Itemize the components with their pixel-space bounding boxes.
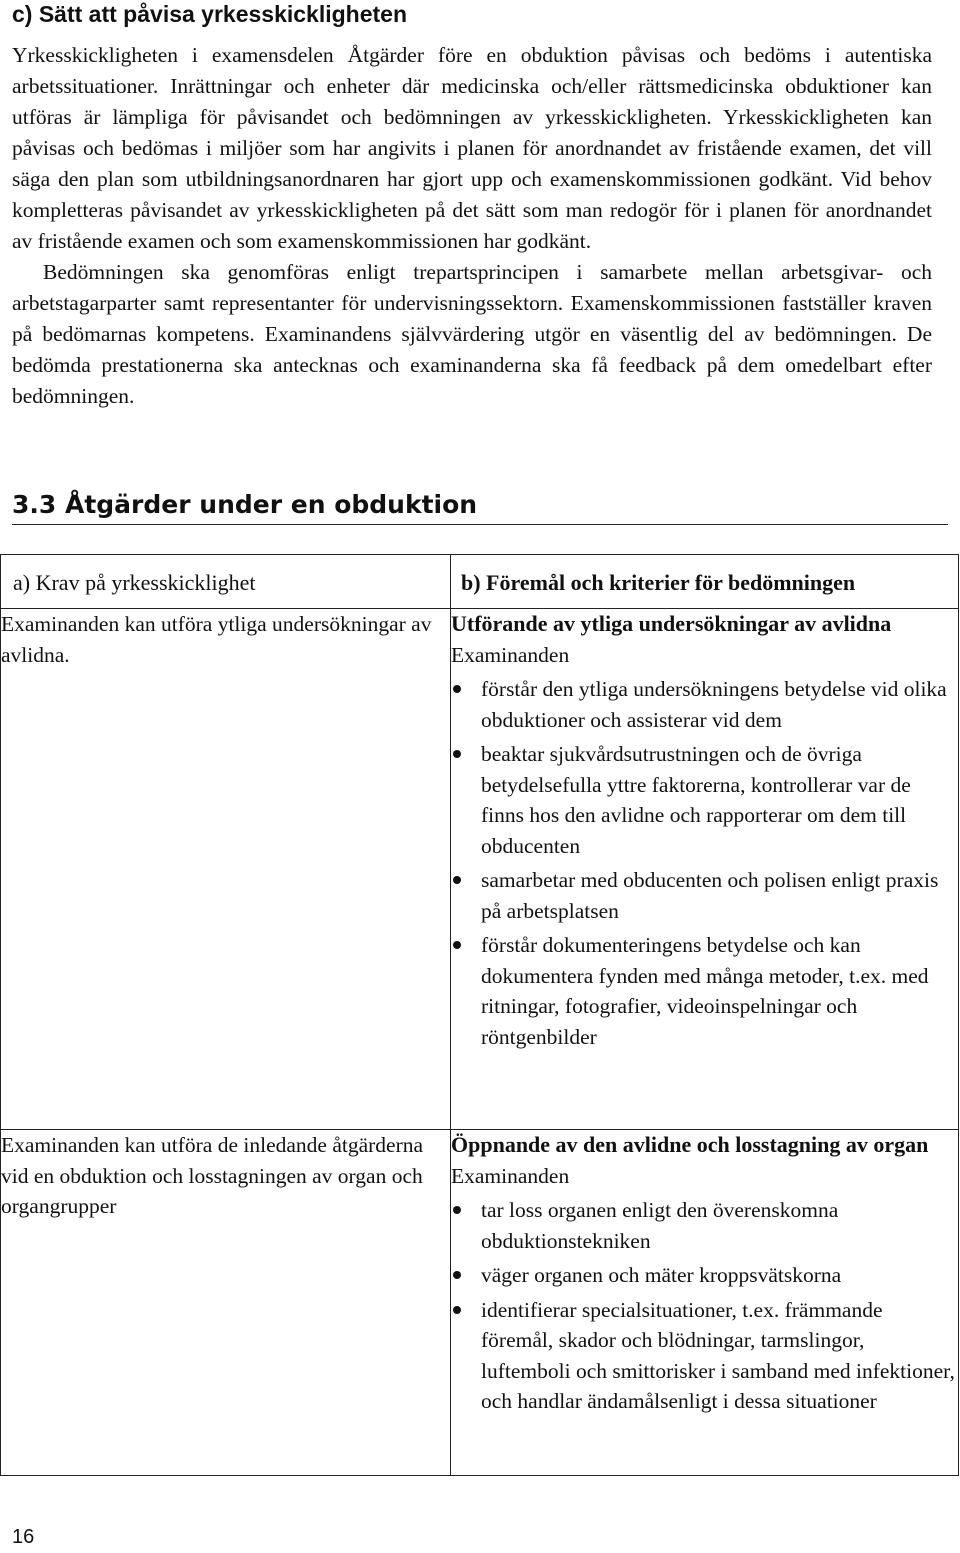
list-item (451, 865, 958, 926)
criteria-list (451, 674, 958, 1052)
criteria-title: Utförande av ytliga undersökningar av avlidna (451, 611, 892, 636)
column-header-requirements: a) Krav på yrkesskicklighet (1, 555, 451, 609)
column-header-criteria: b) Föremål och kriterier för bedömningen (451, 555, 959, 609)
criteria-list (451, 1195, 958, 1417)
bullet-icon (453, 941, 461, 949)
requirements-table (0, 554, 959, 1476)
table-row (1, 609, 959, 1130)
section-c-heading: c) Sätt att påvisa yrkesskickligheten (12, 1, 408, 27)
list-item (451, 674, 958, 735)
table-header-row (1, 555, 959, 609)
bullet-icon (453, 750, 461, 758)
list-item (451, 739, 958, 861)
list-item-text: beaktar sjukvårdsutrustningen och de övriga betydelsefulla yttre faktorerna, kontrollerar var de finns hos den avlidne och rapporterar om dem till obducenten (481, 742, 911, 858)
criteria-subject: Examinanden (451, 642, 570, 667)
criteria-title: Öppnande av den avlidne och losstagning av organ (451, 1132, 929, 1157)
bullet-icon (453, 685, 461, 693)
requirement-cell (1, 609, 451, 1130)
bullet-icon (453, 1306, 461, 1314)
paragraph-1: Yrkesskickligheten i examensdelen Åtgärder före en obduktion påvisas och bedöms i autentiska arbetssituationer. Inrättningar och enheter där medicinska och/eller rättsmedicinska obduktioner kan utföras är lämpliga för påvisandet och bedömningen av yrkesskickligheten. Yrkesskickligheten kan påvisas och bedömas i miljöer som har angivits i planen för anordnandet av fristående examen, det vill säga den plan som utbildningsanordnaren har gjort upp och examenskommissionen godkänt. Vid behov kompletteras påvisandet av yrkesskickligheten på det sätt som man redogör för i planen för anordnandet av fristående examen och som examenskommissionen har godkänt. (12, 43, 932, 253)
criteria-subject: Examinanden (451, 1163, 570, 1188)
paragraph-2: Bedömningen ska genomföras enligt trepartsprincipen i samarbete mellan arbetsgivar- och arbetstagarparter samt representanter för undervisningssektorn. Examenskommissionen fastställer kraven på bedömarnas kompetens. Examinandens självvärdering utgör en väsentlig del av bedömningen. De bedömda prestationerna ska antecknas och examinanderna ska få feedback på dem omedelbart efter bedömningen. (12, 260, 932, 408)
page-number: 16 (12, 1526, 35, 1548)
criteria-cell (451, 609, 959, 1130)
list-item-text: samarbetar med obducenten och polisen enligt praxis på arbetsplatsen (481, 868, 939, 923)
list-item (451, 1260, 958, 1291)
list-item-text: förstår den ytliga undersökningens betydelse vid olika obduktioner och assisterar vid dem (481, 677, 947, 732)
list-item (451, 1295, 958, 1417)
requirement-text: Examinanden kan utföra de inledande åtgärderna vid en obduktion och losstagningen av organ och organgrupper (1, 1133, 424, 1218)
list-item (451, 1195, 958, 1256)
table-row (1, 1130, 959, 1476)
list-item-text: väger organen och mäter kroppsvätskorna (481, 1263, 842, 1287)
bullet-icon (453, 1206, 461, 1214)
bullet-icon (453, 1271, 461, 1279)
bullet-icon (453, 876, 461, 884)
list-item (451, 930, 958, 1052)
section-c-body (12, 40, 932, 412)
list-item-text: tar loss organen enligt den överenskomna obduktionstekniken (481, 1198, 839, 1253)
list-item-text: förstår dokumenteringens betydelse och kan dokumentera fynden med många metoder, t.ex. med ritningar, fotografier, videoinspelningar och röntgenbilder (481, 933, 929, 1049)
section-3-3-heading: 3.3 Åtgärder under en obduktion (12, 488, 948, 525)
list-item-text: identifierar specialsituationer, t.ex. främmande föremål, skador och blödningar, tarmslingor, luftemboli och smittorisker i samband med infektioner, och handlar ändamålsenligt i dessa situationer (481, 1297, 955, 1413)
criteria-cell (451, 1130, 959, 1476)
requirement-cell (1, 1130, 451, 1476)
requirement-text: Examinanden kan utföra ytliga undersökningar av avlidna. (1, 612, 432, 667)
